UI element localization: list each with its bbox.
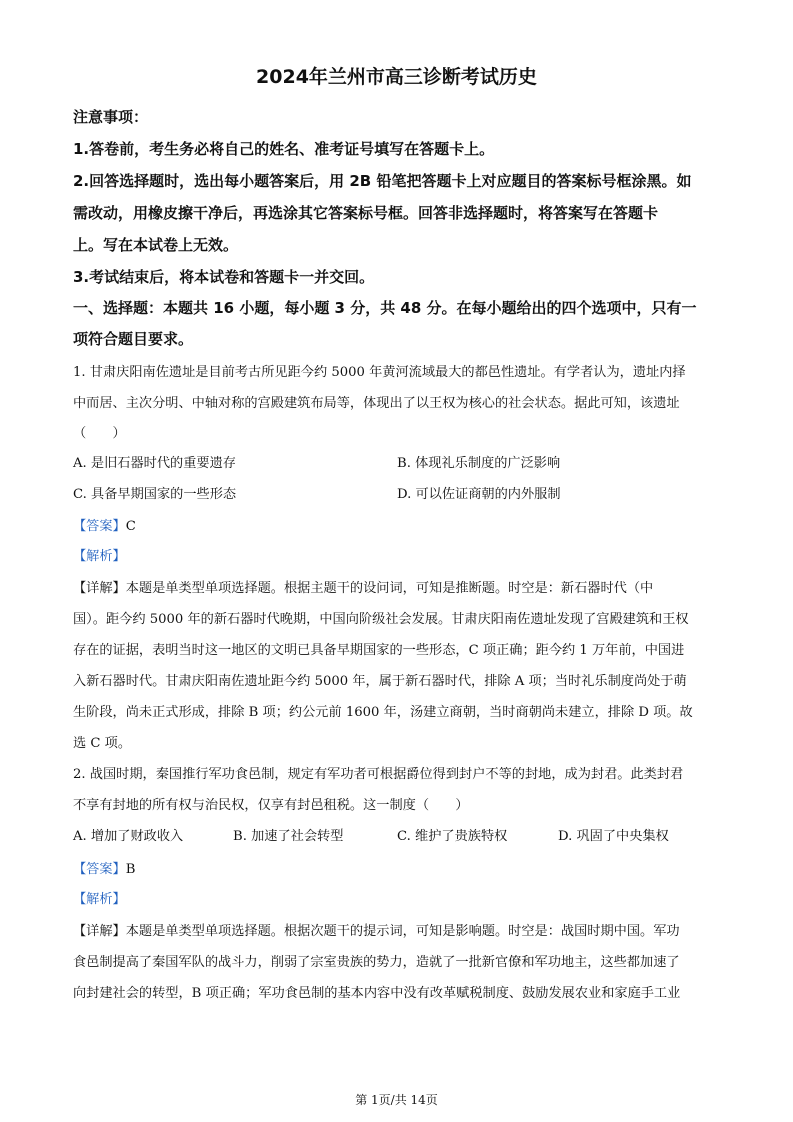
q2-detail-line-3: 向封建社会的转型，B 项正确；军功食邑制的基本内容中没有改革赋税制度、鼓励发展农业和家庭手工业 — [73, 986, 681, 1001]
q1-detail-line-4: 入新石器时代。甘肃庆阳南佐遗址距今约 5000 年，属于新石器时代，排除 A 项；当时礼乐制度尚处于萌 — [73, 674, 687, 689]
q1-stem-line-1: 1. 甘肃庆阳南佐遗址是目前考古所见距今约 5000 年黄河流域最大的都邑性遗址。有学者认为，遗址内择 — [73, 365, 686, 380]
q1-analysis-tag — [73, 545, 723, 564]
q1-detail-line-2: 国）。距今约 5000 年的新石器时代晚期，中国向阶级社会发展。甘肃庆阳南佐遗址发现了宫殿建筑和王权 — [73, 612, 689, 627]
page-title: 2024年兰州市高三诊断考试历史 — [256, 66, 537, 88]
q1-option-d: D. 可以佐证商朝的内外服制 — [397, 487, 561, 502]
notice-item-2-line-2: 需改动，用橡皮擦干净后，再选涂其它答案标号框。回答非选择题时，将答案写在答题卡 — [73, 204, 659, 222]
q1-stem-line-2: 中而居、主次分明、中轴对称的宫殿建筑布局等，体现出了以王权为核心的社会状态。据此可知，该遗址 — [73, 396, 680, 411]
q2-option-d: D. 巩固了中央集权 — [558, 829, 669, 844]
q2-option-b: B. 加速了社会转型 — [233, 829, 344, 844]
q2-detail-line-2: 食邑制提高了秦国军队的战斗力，削弱了宗室贵族的势力，造就了一批新官僚和军功地主，这些都加速了 — [73, 955, 680, 970]
q1-answer — [73, 515, 723, 534]
page-footer: 第 1页/共 14页 — [355, 1093, 438, 1107]
q2-stem-line-2: 不享有封地的所有权与治民权，仅享有封邑租税。这一制度（ ） — [73, 798, 469, 813]
analysis-tag: 【解析】 — [73, 892, 126, 907]
q2-stem-line-1: 2. 战国时期，秦国推行军功食邑制，规定有军功者可根据爵位得到封户不等的封地，成为封君。此类封君 — [73, 767, 684, 782]
detail-tag: 【详解】 — [73, 581, 126, 596]
q1-stem-line-3: （ ） — [73, 426, 126, 441]
notice-item-2-line-3: 上。写在本试卷上无效。 — [73, 236, 239, 254]
section-heading-line-2: 项符合题目要求。 — [73, 330, 194, 348]
q2-detail-line-1 — [73, 920, 723, 939]
q1-option-c: C. 具备早期国家的一些形态 — [73, 487, 237, 502]
q1-detail-line-1 — [73, 577, 723, 596]
notice-item-3: 3.考试结束后，将本试卷和答题卡一并交回。 — [73, 268, 375, 286]
q1-detail-line-6: 选 C 项。 — [73, 736, 132, 751]
detail-text: 本题是单类型单项选择题。根据次题干的提示词，可知是影响题。时空是：战国时期中国。军功 — [125, 924, 680, 939]
q2-option-a: A. 增加了财政收入 — [73, 829, 184, 844]
analysis-tag: 【解析】 — [73, 549, 126, 564]
q2-answer — [73, 858, 723, 877]
q1-option-b: B. 体现礼乐制度的广泛影响 — [397, 456, 561, 471]
section-heading-line-1: 一、选择题：本题共 16 小题，每小题 3 分，共 48 分。在每小题给出的四个选项中，只有一 — [73, 299, 697, 317]
notice-item-2-line-1: 2.回答选择题时，选出每小题答案后，用 2B 铅笔把答题卡上对应题目的答案标号框涂黑。如 — [73, 172, 692, 190]
q1-option-a: A. 是旧石器时代的重要遗存 — [73, 456, 236, 471]
detail-tag: 【详解】 — [73, 924, 126, 939]
q2-option-c: C. 维护了贵族特权 — [397, 829, 508, 844]
answer-value: C — [125, 519, 136, 534]
notice-item-1: 1.答卷前，考生务必将自己的姓名、准考证号填写在答题卡上。 — [73, 140, 495, 158]
answer-value: B — [125, 862, 136, 877]
answer-tag: 【答案】 — [73, 519, 126, 534]
notice-heading: 注意事项： — [73, 108, 149, 126]
answer-tag: 【答案】 — [73, 862, 126, 877]
detail-text: 本题是单类型单项选择题。根据主题干的设问词，可知是推断题。时空是：新石器时代（中 — [125, 581, 654, 596]
q2-analysis-tag — [73, 888, 723, 907]
q1-detail-line-3: 存在的证据，表明当时这一地区的文明已具备早期国家的一些形态，C 项正确；距今约 1 万年前，中国进 — [73, 643, 685, 658]
q1-detail-line-5: 生阶段，尚未正式形成，排除 B 项；约公元前 1600 年，汤建立商朝，当时商朝尚未建立，排除 D 项。故 — [73, 705, 693, 720]
